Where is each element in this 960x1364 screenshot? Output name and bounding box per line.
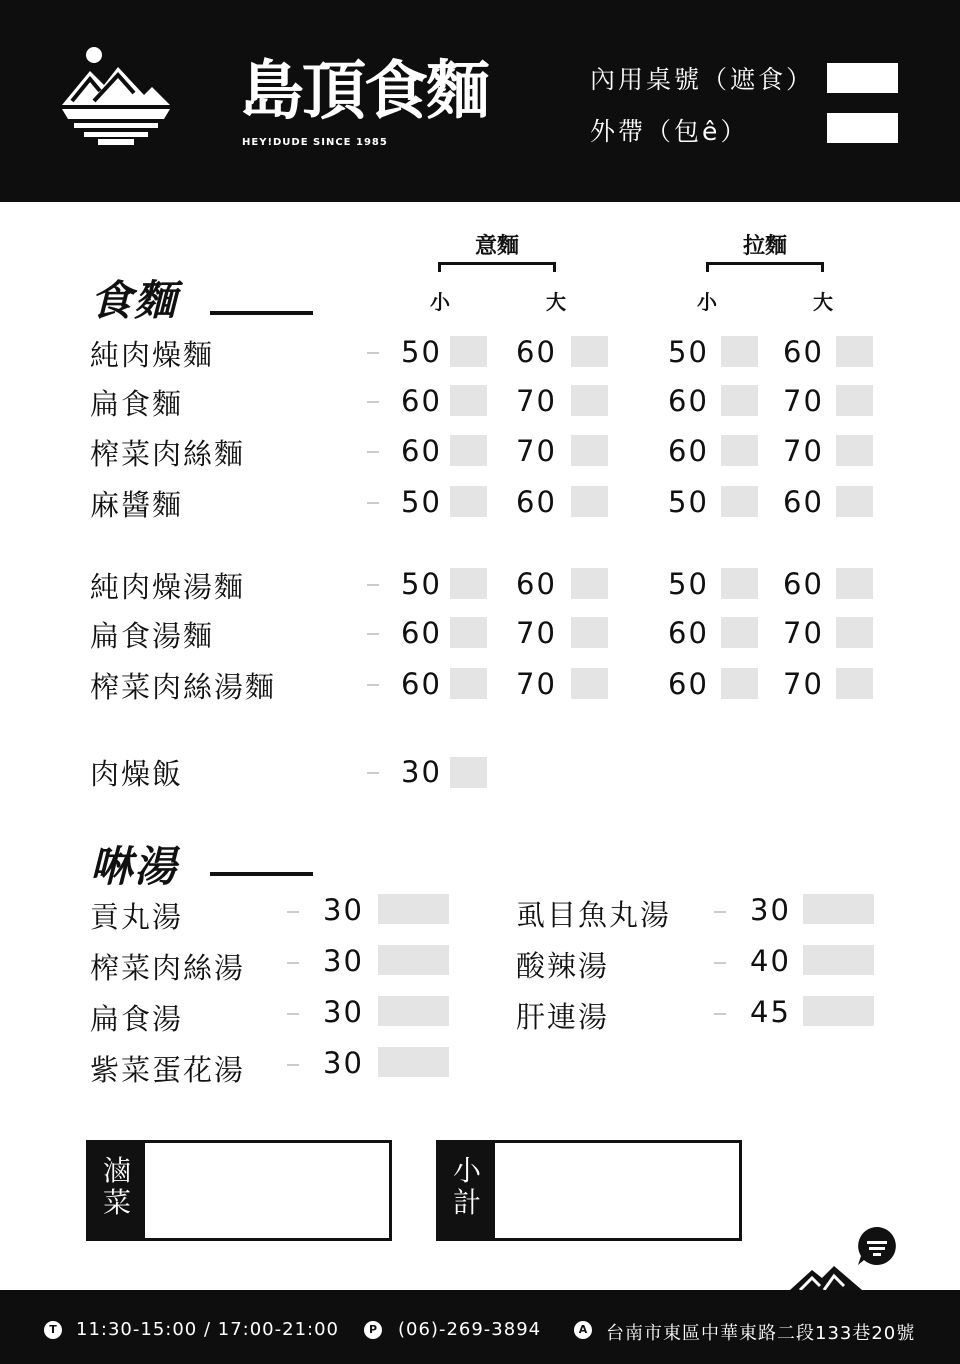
noodle-order-box[interactable] [450,336,487,367]
noodle-dash [367,633,379,635]
noodle-item-name: 榨菜肉絲麵 [90,437,246,471]
dine-in-table-field[interactable] [827,63,898,93]
soup-order-box[interactable] [803,945,874,975]
subtotal-label: 小計 [439,1143,495,1238]
noodle-item-name: 扁食湯麵 [90,619,215,653]
rice-price: 30 [401,755,442,789]
noodle-order-box[interactable] [836,668,873,699]
soup-dash [287,1013,299,1015]
noodle-price: 60 [401,667,442,701]
noodle-price: 50 [401,485,442,519]
noodle-price: 60 [516,567,557,601]
soup-price: 30 [323,1046,364,1080]
noodle-order-box[interactable] [450,617,487,648]
soup-order-box[interactable] [378,996,449,1026]
soup-order-box[interactable] [803,996,874,1026]
noodle-dash [367,684,379,686]
side-dish-box[interactable] [86,1140,392,1241]
noodle-order-box[interactable] [721,385,758,416]
rice-item-name: 肉燥飯 [90,757,184,791]
address-icon: A [574,1321,592,1339]
noodle-order-box[interactable] [721,486,758,517]
noodle-price: 70 [516,384,557,418]
noodle-order-box[interactable] [721,435,758,466]
soup-dash [714,1013,726,1015]
noodle-price: 70 [516,434,557,468]
rice-dash [367,772,379,774]
soup-item-name: 扁食湯 [90,1002,184,1036]
noodle-item-name: 純肉燥麵 [90,338,215,372]
noodle-price: 60 [783,567,824,601]
soups-section-title: 啉湯 [90,842,179,891]
phone-number[interactable]: (06)-269-3894 [398,1319,542,1340]
soup-dash [714,911,726,913]
noodle-order-box[interactable] [450,568,487,599]
takeout-label: 外帶（包ê） [590,117,749,146]
footer [0,1290,960,1364]
clock-icon: T [44,1321,62,1339]
noodle-item-name: 榨菜肉絲湯麵 [90,670,277,704]
soup-price: 30 [323,893,364,927]
noodle-price: 60 [783,335,824,369]
noodle-price: 50 [401,335,442,369]
side-dish-label: 滷菜 [89,1143,145,1238]
noodle-price: 60 [668,616,709,650]
noodle-price: 60 [668,667,709,701]
rice-order-box[interactable] [450,757,487,788]
noodle-price: 70 [783,616,824,650]
noodle-order-box[interactable] [721,568,758,599]
soup-order-box[interactable] [378,1047,449,1077]
noodle-dash [367,502,379,504]
soup-price: 30 [750,893,791,927]
la-mian-large-header: 大 [813,290,833,314]
soup-item-name: 虱目魚丸湯 [516,898,672,932]
noodle-order-box[interactable] [836,435,873,466]
noodle-order-box[interactable] [721,668,758,699]
noodle-order-box[interactable] [571,668,608,699]
noodle-order-box[interactable] [571,486,608,517]
soup-order-box[interactable] [803,894,874,924]
yi-mian-bracket [438,262,556,272]
noodle-price: 50 [401,567,442,601]
soups-title-underline [210,872,313,876]
noodles-title-underline [210,311,313,315]
noodle-price: 60 [401,616,442,650]
soup-item-name: 榨菜肉絲湯 [90,951,246,985]
noodle-item-name: 麻醬麵 [90,488,184,522]
soup-item-name: 酸辣湯 [516,949,610,983]
soup-order-box[interactable] [378,894,449,924]
noodle-dash [367,352,379,354]
address[interactable]: 台南市東區中華東路二段133巷20號 [606,1323,916,1344]
noodle-price: 60 [668,434,709,468]
soup-item-name: 肝連湯 [516,1000,610,1034]
yi-mian-large-header: 大 [546,290,566,314]
noodle-order-box[interactable] [571,385,608,416]
noodle-order-box[interactable] [450,385,487,416]
noodle-order-box[interactable] [450,486,487,517]
noodle-price: 70 [783,434,824,468]
soup-item-name: 紫菜蛋花湯 [90,1053,246,1087]
noodle-price: 70 [516,616,557,650]
noodle-item-name: 扁食麵 [90,387,184,421]
noodle-price: 50 [668,335,709,369]
phone-icon: P [364,1321,382,1339]
noodle-order-box[interactable] [836,617,873,648]
noodle-order-box[interactable] [836,385,873,416]
noodle-order-box[interactable] [836,486,873,517]
noodle-price: 50 [668,485,709,519]
soup-dash [714,962,726,964]
noodle-price: 60 [401,384,442,418]
noodle-price: 70 [783,384,824,418]
noodle-price: 60 [401,434,442,468]
la-mian-column-header: 拉麵 [742,234,787,259]
soup-dash [287,1064,299,1066]
noodle-order-box[interactable] [836,568,873,599]
noodle-dash [367,584,379,586]
noodle-price: 50 [668,567,709,601]
noodles-section-title: 食麵 [90,276,179,325]
soup-price: 40 [750,944,791,978]
noodle-dash [367,451,379,453]
subtotal-box[interactable] [436,1140,742,1241]
noodle-order-box[interactable] [571,435,608,466]
soup-price: 45 [750,995,791,1029]
noodle-price: 60 [516,335,557,369]
noodle-price: 60 [668,384,709,418]
soup-order-box[interactable] [378,945,449,975]
noodle-price: 60 [516,485,557,519]
noodle-price: 60 [783,485,824,519]
noodle-dash [367,401,379,403]
takeout-checkbox[interactable] [827,113,898,143]
chat-bubble-icon[interactable] [856,1225,898,1267]
brand-name: 島頂食麵 [240,55,488,129]
mountain-bowl-logo-icon [60,45,172,147]
mountain-deco-icon [790,1262,862,1290]
soup-price: 30 [323,995,364,1029]
noodle-order-box[interactable] [721,336,758,367]
soup-item-name: 貢丸湯 [90,900,184,934]
la-mian-bracket [706,262,824,272]
soup-dash [287,962,299,964]
noodle-item-name: 純肉燥湯麵 [90,570,246,604]
noodle-order-box[interactable] [721,617,758,648]
noodle-price: 70 [516,667,557,701]
brand-tagline: HEY!DUDE SINCE 1985 [242,137,388,148]
yi-mian-small-header: 小 [430,290,450,314]
noodle-order-box[interactable] [571,336,608,367]
noodle-order-box[interactable] [571,568,608,599]
business-hours: 11:30-15:00 / 17:00-21:00 [76,1319,339,1340]
soup-price: 30 [323,944,364,978]
noodle-order-box[interactable] [571,617,608,648]
yi-mian-column-header: 意麵 [474,234,519,259]
noodle-order-box[interactable] [836,336,873,367]
noodle-order-box[interactable] [450,435,487,466]
la-mian-small-header: 小 [697,290,717,314]
dine-in-label: 內用桌號（遮食） [590,65,815,94]
soup-dash [287,911,299,913]
noodle-price: 70 [783,667,824,701]
noodle-order-box[interactable] [450,668,487,699]
header [0,0,960,202]
